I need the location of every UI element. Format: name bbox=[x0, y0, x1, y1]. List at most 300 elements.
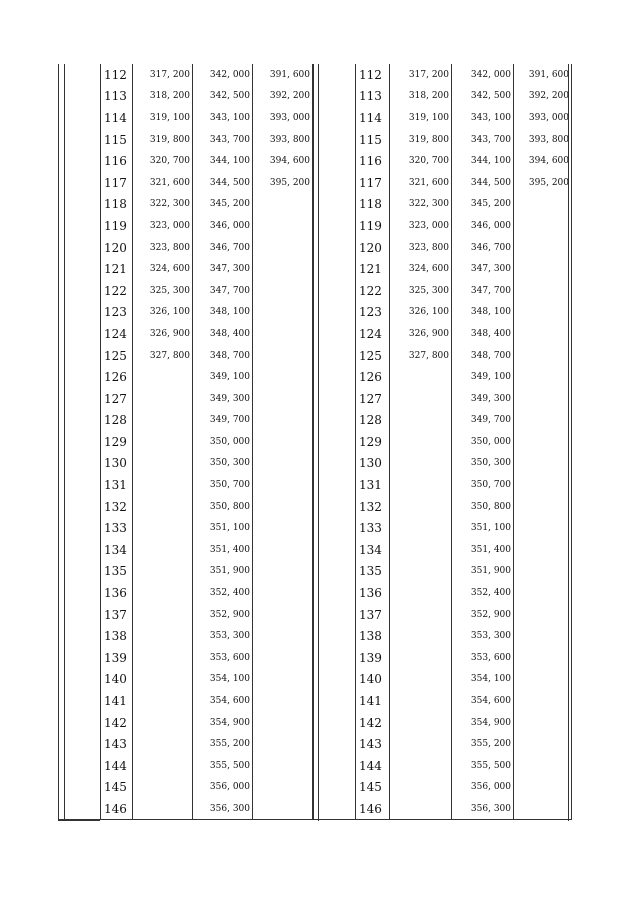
value-cell-c bbox=[514, 302, 572, 324]
table-row bbox=[314, 496, 572, 518]
value-cell-b: 355, 500 bbox=[452, 755, 514, 777]
value-cell-c bbox=[514, 798, 572, 820]
table-row bbox=[314, 302, 572, 324]
value-cell-b: 353, 600 bbox=[452, 647, 514, 669]
value-cell-b: 349, 300 bbox=[193, 388, 253, 410]
value-cell-b: 351, 100 bbox=[193, 517, 253, 539]
value-cell-c bbox=[253, 258, 313, 280]
blank-cell bbox=[314, 172, 356, 194]
row-number-cell: 112 bbox=[356, 64, 390, 86]
row-number-cell: 121 bbox=[356, 258, 390, 280]
blank-cell bbox=[59, 366, 101, 388]
row-number-cell: 119 bbox=[101, 215, 133, 237]
value-cell-b: 344, 500 bbox=[193, 172, 253, 194]
row-number-cell: 120 bbox=[101, 237, 133, 259]
table-row bbox=[59, 625, 313, 647]
value-cell-c bbox=[253, 777, 313, 799]
row-number-cell: 140 bbox=[356, 669, 390, 691]
row-number-cell: 126 bbox=[101, 366, 133, 388]
table-row bbox=[314, 280, 572, 302]
row-number-cell: 113 bbox=[356, 86, 390, 108]
value-cell-c bbox=[253, 690, 313, 712]
blank-cell bbox=[59, 496, 101, 518]
table-row bbox=[314, 777, 572, 799]
value-cell-a bbox=[390, 431, 452, 453]
row-number-cell: 118 bbox=[101, 194, 133, 216]
value-cell-c bbox=[253, 539, 313, 561]
value-cell-b: 344, 100 bbox=[193, 150, 253, 172]
table-row bbox=[314, 64, 572, 86]
right-table-panel bbox=[313, 64, 572, 820]
value-cell-c bbox=[514, 496, 572, 518]
row-number-cell: 114 bbox=[101, 107, 133, 129]
row-number-cell: 130 bbox=[101, 453, 133, 475]
value-cell-c bbox=[514, 625, 572, 647]
row-number-cell: 118 bbox=[356, 194, 390, 216]
value-cell-a bbox=[133, 431, 193, 453]
value-cell-b: 352, 400 bbox=[452, 582, 514, 604]
value-cell-b: 342, 000 bbox=[452, 64, 514, 86]
blank-cell bbox=[59, 733, 101, 755]
table-row bbox=[59, 323, 313, 345]
value-cell-a bbox=[390, 388, 452, 410]
row-number-cell: 145 bbox=[356, 777, 390, 799]
table-row bbox=[59, 777, 313, 799]
value-cell-c bbox=[514, 539, 572, 561]
row-number-cell: 132 bbox=[101, 496, 133, 518]
blank-cell bbox=[314, 517, 356, 539]
value-cell-a: 318, 200 bbox=[390, 86, 452, 108]
blank-cell bbox=[59, 517, 101, 539]
right-table-body bbox=[314, 64, 572, 820]
value-cell-a: 319, 800 bbox=[390, 129, 452, 151]
value-cell-c bbox=[253, 712, 313, 734]
value-cell-b: 342, 500 bbox=[452, 86, 514, 108]
table-row bbox=[59, 215, 313, 237]
value-cell-a bbox=[133, 517, 193, 539]
table-row bbox=[314, 669, 572, 691]
value-cell-c bbox=[514, 777, 572, 799]
row-number-cell: 127 bbox=[356, 388, 390, 410]
row-number-cell: 123 bbox=[356, 302, 390, 324]
blank-cell bbox=[59, 647, 101, 669]
value-cell-c bbox=[514, 237, 572, 259]
value-cell-b: 343, 700 bbox=[193, 129, 253, 151]
blank-cell bbox=[314, 323, 356, 345]
value-cell-b: 348, 400 bbox=[452, 323, 514, 345]
value-cell-b: 346, 700 bbox=[193, 237, 253, 259]
value-cell-b: 352, 900 bbox=[452, 604, 514, 626]
row-number-cell: 117 bbox=[101, 172, 133, 194]
blank-cell bbox=[59, 280, 101, 302]
table-row bbox=[59, 194, 313, 216]
blank-cell bbox=[59, 474, 101, 496]
row-number-cell: 141 bbox=[101, 690, 133, 712]
row-number-cell: 135 bbox=[101, 561, 133, 583]
value-cell-a: 325, 300 bbox=[390, 280, 452, 302]
row-number-cell: 134 bbox=[356, 539, 390, 561]
value-cell-b: 344, 100 bbox=[452, 150, 514, 172]
row-number-cell: 131 bbox=[101, 474, 133, 496]
value-cell-c bbox=[253, 517, 313, 539]
value-cell-c bbox=[514, 647, 572, 669]
row-number-cell: 142 bbox=[101, 712, 133, 734]
value-cell-a bbox=[390, 712, 452, 734]
table-row bbox=[314, 366, 572, 388]
value-cell-b: 351, 100 bbox=[452, 517, 514, 539]
row-number-cell: 146 bbox=[356, 798, 390, 820]
value-cell-b: 348, 700 bbox=[452, 345, 514, 367]
value-cell-c bbox=[253, 431, 313, 453]
blank-cell bbox=[314, 258, 356, 280]
blank-cell bbox=[314, 669, 356, 691]
blank-cell bbox=[59, 194, 101, 216]
value-cell-a bbox=[390, 474, 452, 496]
value-cell-a: 327, 800 bbox=[390, 345, 452, 367]
row-number-cell: 113 bbox=[101, 86, 133, 108]
value-cell-c bbox=[514, 517, 572, 539]
value-cell-a: 321, 600 bbox=[133, 172, 193, 194]
table-row bbox=[314, 755, 572, 777]
table-row bbox=[314, 431, 572, 453]
value-cell-c: 393, 000 bbox=[253, 107, 313, 129]
table-row bbox=[314, 582, 572, 604]
table-row bbox=[59, 410, 313, 432]
value-cell-c bbox=[253, 323, 313, 345]
value-cell-a: 326, 100 bbox=[133, 302, 193, 324]
value-cell-b: 342, 500 bbox=[193, 86, 253, 108]
value-cell-a bbox=[390, 690, 452, 712]
value-cell-b: 348, 100 bbox=[193, 302, 253, 324]
row-number-cell: 126 bbox=[356, 366, 390, 388]
blank-cell bbox=[314, 86, 356, 108]
value-cell-b: 354, 900 bbox=[193, 712, 253, 734]
value-cell-c bbox=[253, 755, 313, 777]
table-row bbox=[59, 582, 313, 604]
value-cell-c bbox=[514, 690, 572, 712]
value-cell-b: 347, 700 bbox=[193, 280, 253, 302]
value-cell-b: 343, 700 bbox=[452, 129, 514, 151]
table-row bbox=[59, 669, 313, 691]
blank-cell bbox=[314, 280, 356, 302]
value-cell-b: 349, 100 bbox=[452, 366, 514, 388]
blank-cell bbox=[59, 302, 101, 324]
value-cell-b: 345, 200 bbox=[452, 194, 514, 216]
blank-cell bbox=[314, 194, 356, 216]
value-cell-b: 346, 000 bbox=[452, 215, 514, 237]
value-cell-b: 355, 200 bbox=[193, 733, 253, 755]
value-cell-b: 356, 300 bbox=[452, 798, 514, 820]
row-number-cell: 139 bbox=[101, 647, 133, 669]
value-cell-b: 350, 300 bbox=[452, 453, 514, 475]
table-row bbox=[314, 604, 572, 626]
table-row bbox=[59, 345, 313, 367]
value-cell-c bbox=[514, 755, 572, 777]
value-cell-a: 322, 300 bbox=[133, 194, 193, 216]
value-cell-c: 391, 600 bbox=[514, 64, 572, 86]
blank-cell bbox=[314, 755, 356, 777]
value-cell-c bbox=[514, 474, 572, 496]
table-row bbox=[314, 194, 572, 216]
row-number-cell: 124 bbox=[101, 323, 133, 345]
value-cell-b: 343, 100 bbox=[193, 107, 253, 129]
value-cell-a bbox=[133, 755, 193, 777]
blank-cell bbox=[314, 237, 356, 259]
row-number-cell: 119 bbox=[356, 215, 390, 237]
table-row bbox=[59, 496, 313, 518]
table-row bbox=[314, 150, 572, 172]
blank-cell bbox=[59, 625, 101, 647]
row-number-cell: 134 bbox=[101, 539, 133, 561]
value-cell-c bbox=[253, 561, 313, 583]
value-cell-c bbox=[253, 453, 313, 475]
table-row bbox=[59, 280, 313, 302]
table-row bbox=[59, 129, 313, 151]
blank-cell bbox=[59, 453, 101, 475]
value-cell-a bbox=[390, 604, 452, 626]
row-number-cell: 125 bbox=[356, 345, 390, 367]
left-table-panel bbox=[58, 64, 313, 820]
blank-cell bbox=[314, 410, 356, 432]
value-cell-c bbox=[514, 431, 572, 453]
row-number-cell: 145 bbox=[101, 777, 133, 799]
row-number-cell: 128 bbox=[356, 410, 390, 432]
blank-cell bbox=[314, 366, 356, 388]
blank-cell bbox=[314, 690, 356, 712]
blank-cell bbox=[59, 258, 101, 280]
value-cell-c: 392, 200 bbox=[514, 86, 572, 108]
value-cell-a: 319, 800 bbox=[133, 129, 193, 151]
value-cell-c: 395, 200 bbox=[514, 172, 572, 194]
table-row bbox=[314, 258, 572, 280]
table-row bbox=[314, 539, 572, 561]
table-row bbox=[59, 86, 313, 108]
value-cell-c: 391, 600 bbox=[253, 64, 313, 86]
value-cell-c bbox=[514, 388, 572, 410]
row-number-cell: 131 bbox=[356, 474, 390, 496]
value-cell-a: 326, 100 bbox=[390, 302, 452, 324]
value-cell-a bbox=[390, 647, 452, 669]
value-cell-b: 351, 900 bbox=[193, 561, 253, 583]
table-row bbox=[314, 798, 572, 820]
row-number-cell: 121 bbox=[101, 258, 133, 280]
row-number-cell: 143 bbox=[101, 733, 133, 755]
table-row bbox=[59, 647, 313, 669]
value-cell-c: 393, 000 bbox=[514, 107, 572, 129]
table-row bbox=[59, 453, 313, 475]
value-cell-a bbox=[390, 453, 452, 475]
table-row bbox=[59, 474, 313, 496]
table-row bbox=[59, 690, 313, 712]
row-number-cell: 133 bbox=[101, 517, 133, 539]
table-row bbox=[314, 323, 572, 345]
value-cell-b: 347, 300 bbox=[193, 258, 253, 280]
value-cell-b: 355, 500 bbox=[193, 755, 253, 777]
blank-cell bbox=[59, 690, 101, 712]
value-cell-a bbox=[390, 539, 452, 561]
table-row bbox=[59, 712, 313, 734]
value-cell-b: 350, 300 bbox=[193, 453, 253, 475]
blank-cell bbox=[59, 237, 101, 259]
value-cell-a: 324, 600 bbox=[390, 258, 452, 280]
table-row bbox=[59, 150, 313, 172]
row-number-cell: 132 bbox=[356, 496, 390, 518]
table-row bbox=[59, 172, 313, 194]
blank-cell bbox=[59, 323, 101, 345]
blank-cell bbox=[314, 64, 356, 86]
value-cell-b: 355, 200 bbox=[452, 733, 514, 755]
value-cell-a bbox=[133, 690, 193, 712]
table-row bbox=[59, 604, 313, 626]
blank-cell bbox=[59, 388, 101, 410]
row-number-cell: 115 bbox=[356, 129, 390, 151]
row-number-cell: 138 bbox=[101, 625, 133, 647]
value-cell-b: 353, 300 bbox=[452, 625, 514, 647]
row-number-cell: 124 bbox=[356, 323, 390, 345]
blank-cell bbox=[314, 561, 356, 583]
value-cell-c bbox=[253, 669, 313, 691]
value-cell-a: 327, 800 bbox=[133, 345, 193, 367]
table-row bbox=[59, 366, 313, 388]
value-cell-a bbox=[390, 777, 452, 799]
value-cell-a: 317, 200 bbox=[133, 64, 193, 86]
value-cell-a bbox=[133, 388, 193, 410]
value-cell-b: 353, 300 bbox=[193, 625, 253, 647]
table-row bbox=[314, 690, 572, 712]
value-cell-a bbox=[133, 777, 193, 799]
row-number-cell: 133 bbox=[356, 517, 390, 539]
row-number-cell: 112 bbox=[101, 64, 133, 86]
value-cell-c bbox=[253, 194, 313, 216]
value-cell-b: 350, 700 bbox=[452, 474, 514, 496]
value-cell-a bbox=[133, 453, 193, 475]
value-cell-a: 319, 100 bbox=[390, 107, 452, 129]
blank-cell bbox=[59, 604, 101, 626]
table-row bbox=[314, 86, 572, 108]
row-number-cell: 120 bbox=[356, 237, 390, 259]
row-number-cell: 146 bbox=[101, 798, 133, 820]
value-cell-a bbox=[133, 539, 193, 561]
value-cell-b: 349, 700 bbox=[452, 410, 514, 432]
left-table-body bbox=[59, 64, 313, 820]
value-cell-a: 318, 200 bbox=[133, 86, 193, 108]
value-cell-b: 351, 400 bbox=[193, 539, 253, 561]
row-number-cell: 130 bbox=[356, 453, 390, 475]
value-cell-b: 351, 900 bbox=[452, 561, 514, 583]
value-cell-c bbox=[253, 410, 313, 432]
blank-cell bbox=[314, 625, 356, 647]
blank-cell bbox=[314, 129, 356, 151]
blank-cell bbox=[314, 388, 356, 410]
table-row bbox=[59, 64, 313, 86]
blank-cell bbox=[59, 798, 101, 820]
row-number-cell: 115 bbox=[101, 129, 133, 151]
table-row bbox=[59, 388, 313, 410]
value-cell-c bbox=[514, 323, 572, 345]
table-row bbox=[314, 237, 572, 259]
value-cell-a bbox=[133, 712, 193, 734]
value-cell-b: 344, 500 bbox=[452, 172, 514, 194]
value-cell-b: 346, 000 bbox=[193, 215, 253, 237]
value-cell-c: 393, 800 bbox=[253, 129, 313, 151]
value-cell-a bbox=[390, 496, 452, 518]
row-number-cell: 135 bbox=[356, 561, 390, 583]
value-cell-a bbox=[390, 561, 452, 583]
table-row bbox=[314, 172, 572, 194]
value-cell-a bbox=[133, 474, 193, 496]
blank-cell bbox=[59, 561, 101, 583]
blank-cell bbox=[314, 798, 356, 820]
table-row bbox=[314, 625, 572, 647]
value-cell-c bbox=[514, 561, 572, 583]
blank-cell bbox=[314, 733, 356, 755]
table-row bbox=[314, 647, 572, 669]
value-cell-a bbox=[390, 733, 452, 755]
value-cell-a: 326, 900 bbox=[133, 323, 193, 345]
blank-cell bbox=[314, 777, 356, 799]
value-cell-a: 317, 200 bbox=[390, 64, 452, 86]
row-number-cell: 137 bbox=[101, 604, 133, 626]
row-number-cell: 125 bbox=[101, 345, 133, 367]
value-cell-b: 347, 700 bbox=[452, 280, 514, 302]
table-row bbox=[59, 798, 313, 820]
value-cell-c bbox=[253, 388, 313, 410]
row-number-cell: 141 bbox=[356, 690, 390, 712]
value-cell-a: 326, 900 bbox=[390, 323, 452, 345]
blank-cell bbox=[314, 453, 356, 475]
value-cell-c bbox=[253, 302, 313, 324]
value-cell-c bbox=[514, 215, 572, 237]
table-row bbox=[314, 474, 572, 496]
row-number-cell: 142 bbox=[356, 712, 390, 734]
blank-cell bbox=[314, 431, 356, 453]
value-cell-b: 348, 400 bbox=[193, 323, 253, 345]
row-number-cell: 143 bbox=[356, 733, 390, 755]
value-cell-b: 352, 900 bbox=[193, 604, 253, 626]
value-cell-a: 323, 800 bbox=[133, 237, 193, 259]
row-number-cell: 116 bbox=[101, 150, 133, 172]
value-cell-a: 323, 800 bbox=[390, 237, 452, 259]
value-cell-c: 392, 200 bbox=[253, 86, 313, 108]
blank-cell bbox=[59, 669, 101, 691]
blank-cell bbox=[59, 107, 101, 129]
table-row bbox=[314, 107, 572, 129]
value-cell-b: 348, 700 bbox=[193, 345, 253, 367]
table-row bbox=[59, 431, 313, 453]
value-cell-b: 348, 100 bbox=[452, 302, 514, 324]
row-number-cell: 139 bbox=[356, 647, 390, 669]
value-cell-c bbox=[253, 733, 313, 755]
value-cell-a: 322, 300 bbox=[390, 194, 452, 216]
value-cell-a bbox=[133, 366, 193, 388]
value-cell-a bbox=[390, 669, 452, 691]
value-cell-b: 356, 000 bbox=[193, 777, 253, 799]
row-number-cell: 129 bbox=[101, 431, 133, 453]
value-cell-b: 353, 600 bbox=[193, 647, 253, 669]
value-cell-c bbox=[253, 474, 313, 496]
value-cell-b: 356, 000 bbox=[452, 777, 514, 799]
value-cell-b: 354, 900 bbox=[452, 712, 514, 734]
value-cell-c bbox=[514, 194, 572, 216]
value-cell-a: 325, 300 bbox=[133, 280, 193, 302]
blank-cell bbox=[314, 150, 356, 172]
table-row bbox=[59, 561, 313, 583]
row-number-cell: 123 bbox=[101, 302, 133, 324]
value-cell-a bbox=[133, 604, 193, 626]
table-row bbox=[59, 733, 313, 755]
value-cell-c bbox=[514, 604, 572, 626]
value-cell-c bbox=[253, 496, 313, 518]
